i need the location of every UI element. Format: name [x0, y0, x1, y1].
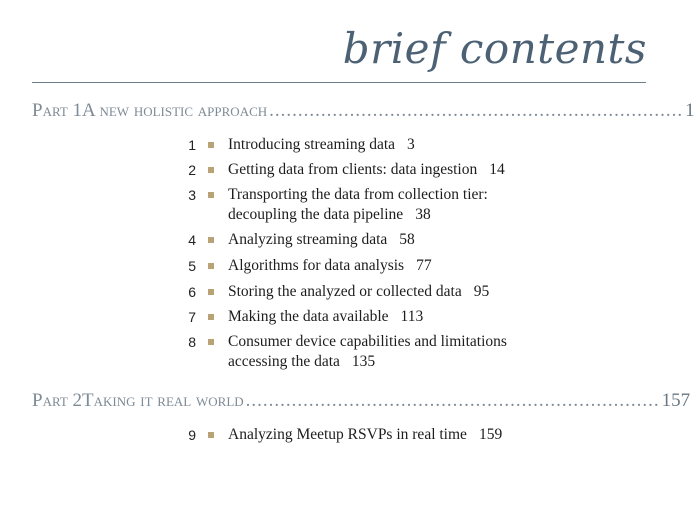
part-label: Part 2: [32, 390, 83, 411]
bullet-icon: [208, 339, 214, 345]
chapter-entry[interactable]: [172, 332, 572, 372]
chapter-page-number: 159: [478, 426, 503, 443]
bullet-icon: [208, 314, 214, 320]
chapter-page-number: 135: [351, 353, 376, 370]
bullet-icon: [208, 142, 214, 148]
chapter-number: 7: [188, 309, 196, 325]
chapter-page-number: 95: [473, 283, 490, 300]
page-title: brief contents: [342, 24, 647, 73]
dot-leader: ........................................................................: [245, 390, 660, 411]
bullet-icon: [208, 192, 214, 198]
chapter-page-number: 38: [415, 206, 431, 223]
chapter-number: 6: [188, 284, 196, 300]
part-title: A new holistic approach: [82, 100, 268, 121]
part-page-number: 157: [661, 390, 691, 411]
chapter-page-number: 58: [399, 231, 415, 248]
dot-leader: ........................................................................: [269, 100, 684, 121]
chapter-page-number: 3: [407, 136, 415, 153]
chapter-number: 4: [188, 232, 196, 248]
part-1-heading[interactable]: [32, 100, 695, 122]
chapter-title: Analyzing streaming data: [228, 231, 388, 248]
part-page-number: 1: [685, 100, 695, 121]
chapter-entry[interactable]: [172, 230, 572, 250]
chapter-title: Storing the analyzed or collected data: [228, 283, 462, 300]
chapter-title-line-2: accessing the data: [228, 353, 340, 370]
chapter-number: 5: [188, 258, 196, 274]
bullet-icon: [208, 263, 214, 269]
chapter-entry[interactable]: [172, 282, 572, 302]
chapter-title: Getting data from clients: data ingestion: [228, 161, 478, 178]
chapter-title-line-2: decoupling the data pipeline: [228, 206, 404, 223]
chapter-page-number: 14: [489, 161, 505, 178]
chapter-entry[interactable]: [172, 425, 572, 445]
chapter-entry[interactable]: [172, 135, 572, 155]
chapter-number: 8: [188, 334, 196, 350]
chapter-title: Algorithms for data analysis: [228, 257, 405, 274]
bullet-icon: [208, 167, 214, 173]
chapter-page-number: 113: [400, 308, 424, 325]
chapter-entry[interactable]: [172, 185, 572, 225]
chapter-title-line-1: Transporting the data from collection tier:: [228, 186, 488, 203]
chapter-title: Introducing streaming data: [228, 136, 396, 153]
part-label: Part 1: [32, 100, 83, 121]
chapter-page-number: 77: [416, 257, 432, 274]
part-title: Taking it real world: [82, 390, 244, 411]
title-rule: [32, 82, 646, 83]
part-2-heading[interactable]: [32, 390, 691, 412]
bullet-icon: [208, 432, 214, 438]
chapter-number: 3: [188, 187, 196, 203]
chapter-number: 2: [188, 162, 196, 178]
bullet-icon: [208, 237, 214, 243]
chapter-title: Making the data available: [228, 308, 389, 325]
chapter-title-line-1: Consumer device capabilities and limitations: [228, 333, 507, 350]
chapter-number: 1: [188, 137, 196, 153]
chapter-number: 9: [188, 427, 196, 443]
chapter-entry[interactable]: [172, 256, 572, 276]
chapter-entry[interactable]: [172, 307, 572, 327]
chapter-title: Analyzing Meetup RSVPs in real time: [228, 426, 467, 443]
chapter-entry[interactable]: [172, 160, 572, 180]
bullet-icon: [208, 289, 214, 295]
